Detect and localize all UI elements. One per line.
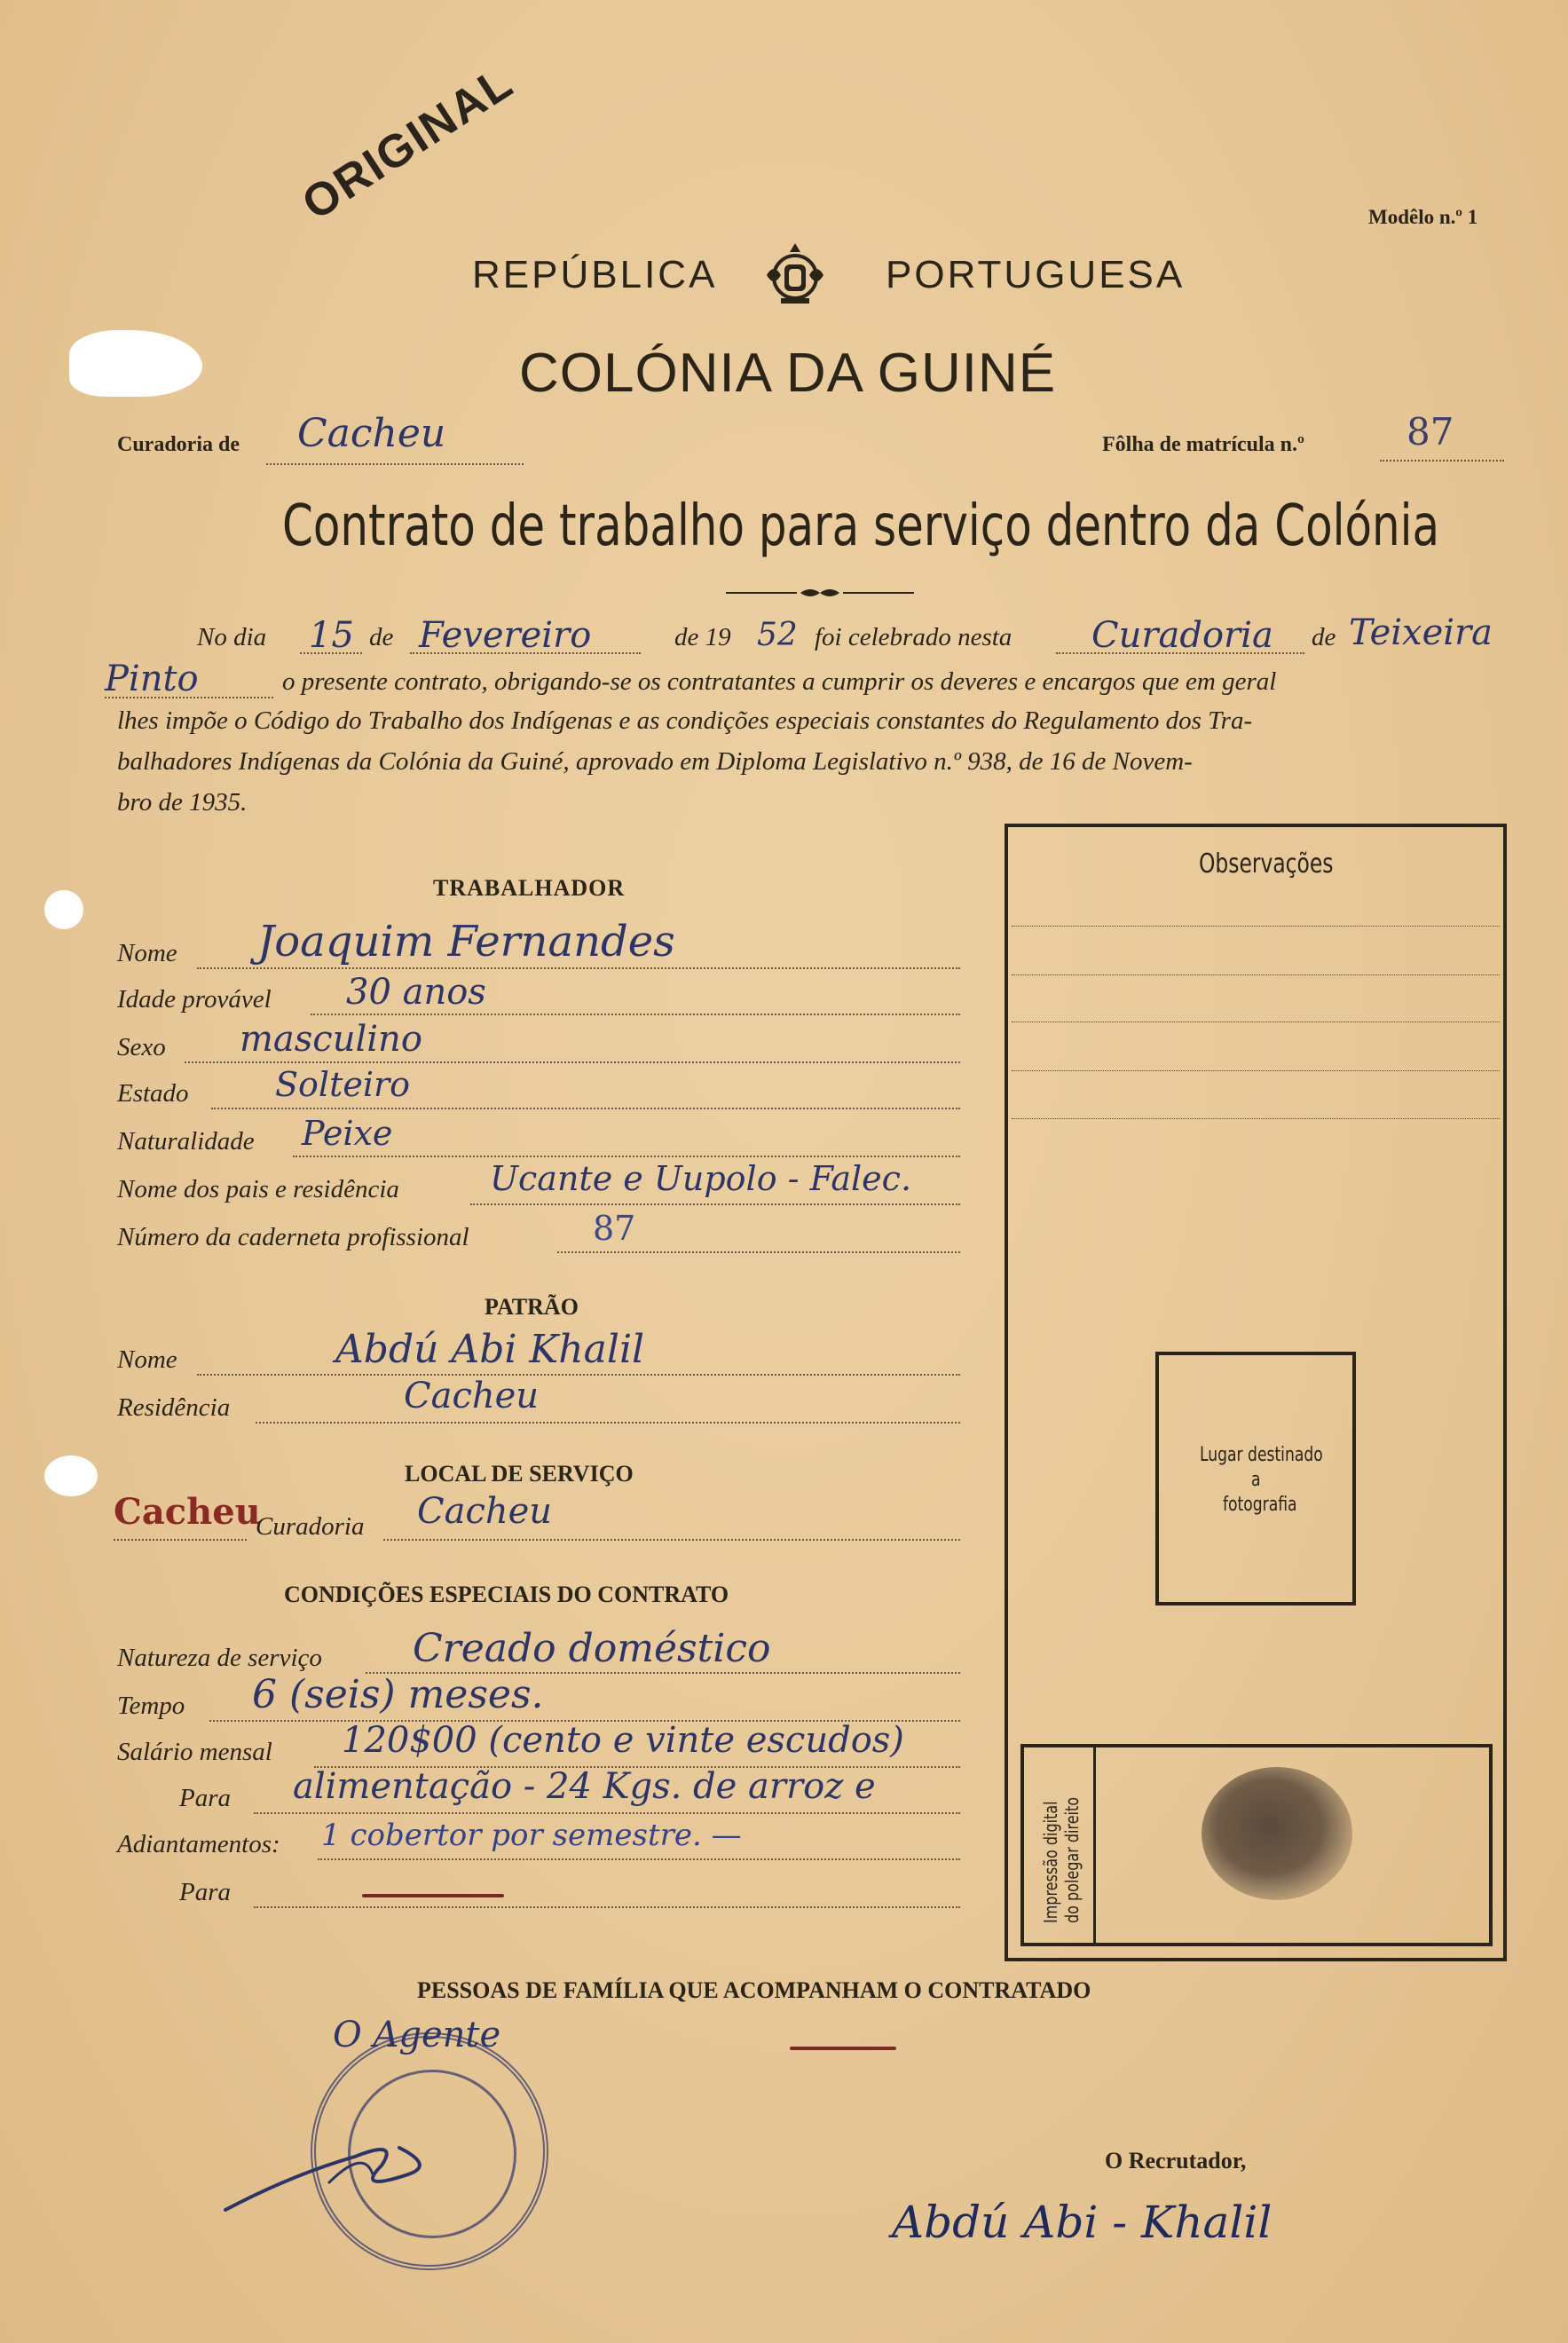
title-ornament — [726, 586, 914, 600]
familia-entry — [825, 2032, 843, 2054]
trab-nome-value: Joaquim Fernandes — [257, 917, 675, 966]
republic-left: REPÚBLICA — [472, 253, 718, 296]
familia-heading: PESSOAS DE FAMÍLIA QUE ACOMPANHAM O CONTRATADO — [417, 1977, 1091, 2003]
curadoria-dots — [266, 463, 524, 465]
intro-town2-dots — [105, 697, 273, 698]
thumb-label-2: do polegar direito — [1061, 1796, 1083, 1923]
intro-year: 52 — [757, 617, 798, 653]
coat-of-arms-icon — [761, 240, 829, 311]
trab-nome-dots — [197, 967, 960, 969]
patrao-nome-value: Abdú Abi Khalil — [335, 1327, 645, 1372]
curadoria-value: Cacheu — [297, 411, 446, 456]
punch-hole-top — [44, 890, 83, 929]
official-scribble — [222, 2121, 453, 2219]
patrao-nome-label: Nome — [117, 1345, 177, 1374]
trab-naturalidade-dots — [293, 1156, 960, 1157]
punch-hole-bottom — [44, 1456, 98, 1496]
colony-title: COLÓNIA DA GUINÉ — [519, 343, 1057, 404]
observations-heading: Observações — [1199, 848, 1334, 880]
photo-line-2: a — [1251, 1469, 1261, 1491]
intro-line3: lhes impõe o Código do Trabalho dos Indígenas e as condições especiais constantes do Regulamento dos Tra- — [117, 706, 1253, 735]
familia-dash — [790, 2047, 896, 2050]
cond-para2-value — [417, 1874, 435, 1896]
trab-pais-label: Nome dos pais e residência — [117, 1175, 399, 1203]
local-heading: LOCAL DE SERVIÇO — [405, 1461, 634, 1487]
curadoria-label: Curadoria de — [117, 433, 240, 456]
model-number: Modêlo n.º 1 — [1368, 206, 1478, 228]
intro-de-year: de 19 — [674, 623, 731, 651]
cond-adiantamentos-label: Adiantamentos: — [117, 1830, 280, 1858]
obs-line-1 — [1012, 926, 1500, 927]
official-signature: O Agente — [333, 2015, 501, 2055]
intro-town2: Pinto — [105, 659, 199, 699]
local-curadoria-dots — [383, 1539, 960, 1541]
trab-naturalidade-label: Naturalidade — [117, 1127, 255, 1156]
trab-sexo-label: Sexo — [117, 1033, 166, 1061]
trab-idade-dots — [311, 1014, 960, 1015]
republic-right: PORTUGUESA — [886, 253, 1186, 296]
thumb-label-1: Impressão digital — [1040, 1801, 1061, 1923]
photo-box — [1155, 1352, 1356, 1605]
obs-line-2 — [1012, 974, 1500, 975]
cond-para2-label: Para — [179, 1878, 231, 1906]
folha-label: Fôlha de matrícula n.º — [1102, 433, 1304, 456]
cond-para-dots — [254, 1812, 960, 1814]
trab-estado-label: Estado — [117, 1079, 189, 1108]
patrao-nome-dots — [197, 1374, 960, 1376]
trab-idade-value: 30 anos — [346, 972, 486, 1013]
local-curadoria-label: Curadoria — [256, 1512, 365, 1541]
original-stamp: ORIGINAL — [293, 56, 523, 231]
intro-town1: Teixeira — [1349, 612, 1493, 653]
trab-idade-label: Idade provável — [117, 985, 272, 1014]
local-place-dots — [114, 1539, 247, 1541]
intro-de2: de — [1312, 623, 1336, 651]
trab-sexo-value: masculino — [240, 1019, 422, 1060]
folha-value: 87 — [1406, 410, 1454, 454]
thumbprint-box — [1020, 1744, 1493, 1946]
trab-pais-value: Ucante e Uupolo - Falec. — [490, 1159, 912, 1198]
cond-tempo-value: 6 (seis) meses. — [252, 1672, 544, 1717]
trab-caderneta-value: 87 — [593, 1209, 636, 1248]
patrao-residencia-dots — [256, 1422, 960, 1424]
cond-natureza-label: Natureza de serviço — [117, 1644, 322, 1672]
cond-tempo-label: Tempo — [117, 1692, 185, 1720]
local-curadoria-value: Cacheu — [417, 1491, 553, 1532]
trab-sexo-dots — [185, 1061, 960, 1063]
trab-naturalidade-value: Peixe — [302, 1114, 393, 1153]
intro-de1: de — [369, 623, 394, 651]
trab-caderneta-label: Número da caderneta profissional — [117, 1223, 469, 1251]
trab-caderneta-dots — [557, 1251, 960, 1253]
contract-title: Contrato de trabalho para serviço dentro da Colónia — [282, 493, 1440, 559]
intro-foi: foi celebrado nesta — [815, 623, 1013, 651]
trabalhador-heading: TRABALHADOR — [433, 875, 626, 901]
trab-estado-dots — [211, 1108, 960, 1109]
cond-para2-dots — [254, 1906, 960, 1908]
obs-line-4 — [1012, 1070, 1500, 1071]
intro-place: Curadoria — [1091, 615, 1273, 656]
trab-nome-label: Nome — [117, 939, 177, 967]
intro-line2: o presente contrato, obrigando-se os contratantes a cumprir os deveres e encargos que em geral — [282, 667, 1277, 696]
cond-para-label: Para — [179, 1784, 231, 1812]
thumbprint-mark — [1202, 1767, 1352, 1900]
condicoes-heading: CONDIÇÕES ESPECIAIS DO CONTRATO — [284, 1582, 729, 1607]
patrao-residencia-label: Residência — [117, 1393, 231, 1422]
recrutador-signature: Abdú Abi - Khalil — [892, 2197, 1273, 2248]
photo-line-1: Lugar destinado — [1200, 1444, 1323, 1466]
cond-salario-label: Salário mensal — [117, 1738, 272, 1766]
folha-dots — [1380, 460, 1504, 462]
trab-estado-value: Solteiro — [275, 1065, 411, 1104]
patrao-heading: PATRÃO — [485, 1294, 579, 1320]
cond-adiantamentos-dots — [318, 1858, 960, 1860]
intro-month: Fevereiro — [419, 615, 592, 656]
intro-line4: balhadores Indígenas da Colónia da Guiné, aprovado em Diploma Legislativo n.º 938, de 16 de Novem- — [117, 747, 1193, 776]
trab-pais-dots — [470, 1203, 960, 1205]
cond-para-value: alimentação - 24 Kgs. de arroz e — [293, 1766, 876, 1807]
obs-line-5 — [1012, 1118, 1500, 1119]
local-place-value: Cacheu — [114, 1491, 261, 1533]
torn-corner — [69, 330, 202, 397]
recrutador-label: O Recrutador, — [1105, 2148, 1247, 2173]
patrao-residencia-value: Cacheu — [404, 1376, 540, 1416]
cond-natureza-value: Creado doméstico — [413, 1626, 771, 1671]
intro-line5: bro de 1935. — [117, 788, 248, 816]
cond-salario-value: 120$00 (cento e vinte escudos) — [342, 1720, 904, 1761]
photo-line-3: fotografia — [1223, 1494, 1297, 1516]
intro-no-dia: No dia — [197, 623, 267, 651]
cond-adiantamentos-value: 1 cobertor por semestre. — — [321, 1818, 742, 1853]
intro-day: 15 — [309, 615, 354, 656]
